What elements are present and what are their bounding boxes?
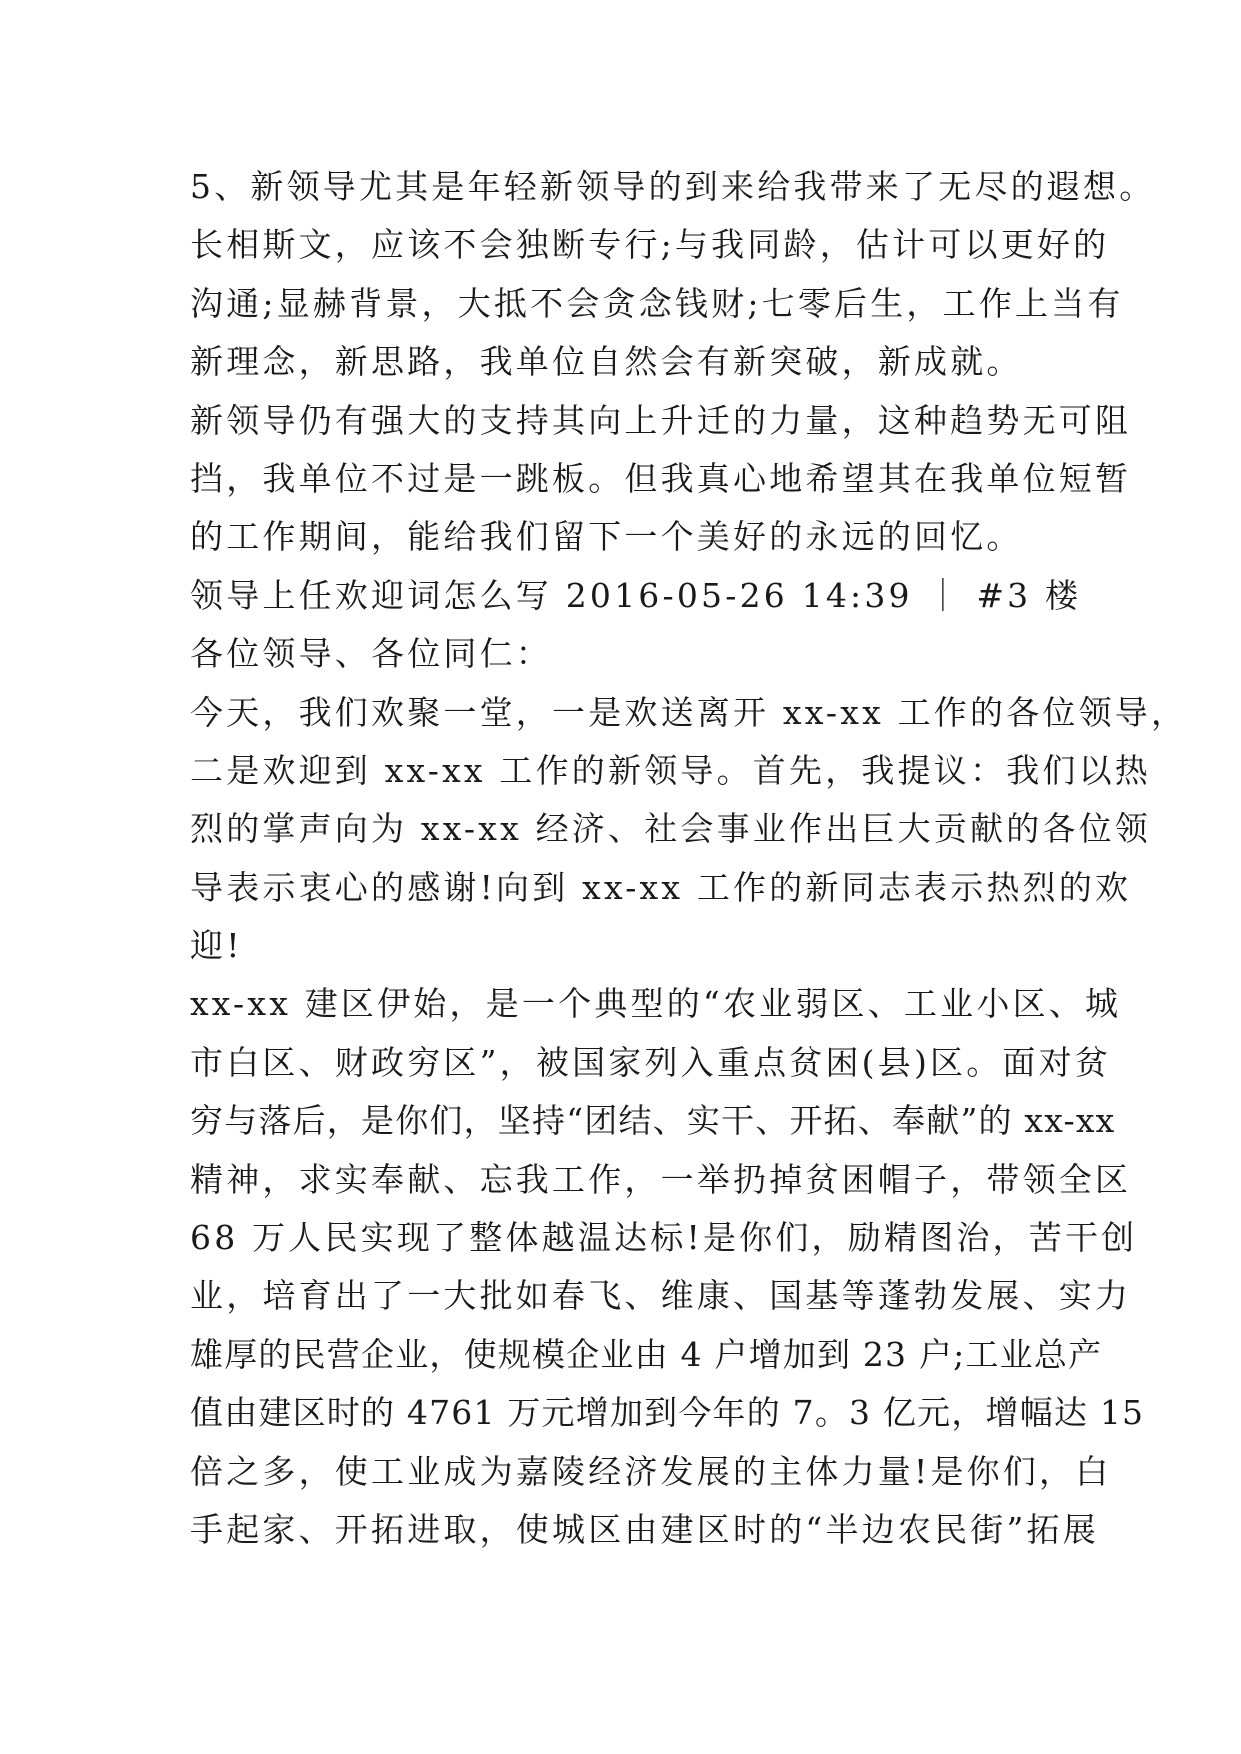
text-line: 长相斯文，应该不会独断专行;与我同龄，估计可以更好的 xyxy=(190,225,1110,265)
text-line: 迎! xyxy=(190,926,243,966)
text-line: 市白区、财政穷区”，被国家列入重点贫困(县)区。面对贫 xyxy=(190,1042,1112,1082)
text-line: xx-xx 建区伊始，是一个典型的“农业弱区、工业小区、城 xyxy=(190,984,1122,1024)
text-line: 雄厚的民营企业，使规模企业由 4 户增加到 23 户;工业总产 xyxy=(190,1334,1103,1374)
text-line: 导表示衷心的感谢!向到 xx-xx 工作的新同志表示热烈的欢 xyxy=(190,867,1132,907)
text-line: 二是欢迎到 xx-xx 工作的新领导。首先，我提议：我们以热 xyxy=(190,750,1151,790)
text-line: 新理念，新思路，我单位自然会有新突破，新成就。 xyxy=(190,342,1023,382)
text-line: 精神，求实奉献、忘我工作，一举扔掉贫困帽子，带领全区 xyxy=(190,1159,1132,1199)
document-body xyxy=(190,158,1188,1559)
text-line: 5、新领导尤其是年轻新领导的到来给我带来了无尽的遐想。 xyxy=(190,167,1156,206)
text-line: 新领导仍有强大的支持其向上升迁的力量，这种趋势无可阻 xyxy=(190,400,1132,440)
text-line: 68 万人民实现了整体越温达标!是你们，励精图治，苦干创 xyxy=(190,1218,1138,1258)
text-line: 的工作期间，能给我们留下一个美好的永远的回忆。 xyxy=(190,517,1023,557)
text-line: 穷与落后，是你们，坚持“团结、实干、开拓、奉献”的 xx-xx xyxy=(190,1101,1116,1141)
post-header: 领导上任欢迎词怎么写 2016-05-26 14:39 ｜ #3 楼 xyxy=(190,575,1082,615)
text-line: 挡，我单位不过是一跳板。但我真心地希望其在我单位短暂 xyxy=(190,458,1132,498)
text-line: 烈的掌声向为 xx-xx 经济、社会事业作出巨大贡献的各位领 xyxy=(190,809,1151,849)
salutation: 各位领导、各位同仁： xyxy=(190,634,552,674)
text-line: 沟通;显赫背景，大抵不会贪念钱财;七零后生，工作上当有 xyxy=(190,283,1124,323)
text-line: 倍之多，使工业成为嘉陵经济发展的主体力量!是你们，白 xyxy=(190,1451,1112,1491)
text-line: 手起家、开拓进取，使城区由建区时的“半边农民街”拓展 xyxy=(190,1509,1099,1549)
text-line: 今天，我们欢聚一堂，一是欢送离开 xx-xx 工作的各位领导， xyxy=(190,692,1188,732)
text-line: 值由建区时的 4761 万元增加到今年的 7。3 亿元，增幅达 15 xyxy=(190,1393,1145,1433)
text-line: 业，培育出了一大批如春飞、维康、国基等蓬勃发展、实力 xyxy=(190,1276,1132,1316)
